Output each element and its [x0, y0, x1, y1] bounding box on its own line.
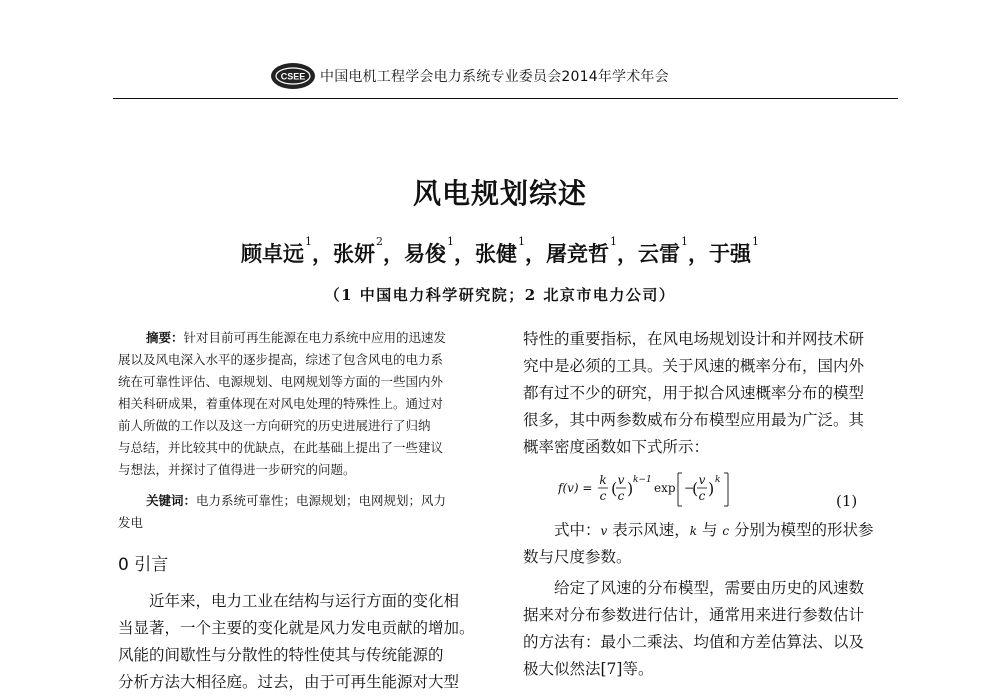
author-affil-marker: 1: [681, 235, 688, 248]
author-affil-marker: 1: [447, 235, 454, 248]
svg-text:k: k: [599, 473, 607, 487]
body-line: 极大似然法[7]等。: [523, 660, 654, 678]
author-separator: ，: [312, 241, 333, 266]
author-name: 屠竞哲: [546, 241, 609, 266]
paper-title: 风电规划综述: [412, 177, 587, 210]
body-line: 特性的重要指标，在风电场规划设计和并网技术研: [523, 330, 865, 348]
keywords-line: 发电: [118, 515, 144, 530]
svg-text:c: c: [599, 489, 607, 503]
svg-text:): ): [708, 479, 715, 498]
svg-text:c: c: [698, 489, 706, 503]
keywords-line: 关键词：电力系统可靠性；电源规划；电网规划；风力: [146, 493, 447, 508]
formula-lhs: f(v) =: [558, 481, 593, 495]
abstract-line: 前人所做的工作以及这一方向研究的历史进展进行了归纳: [118, 418, 431, 433]
svg-text:−: −: [684, 481, 695, 495]
svg-text:k: k: [715, 475, 721, 485]
body-line: 分析方法大相径庭。过去，由于可再生能源对大型: [118, 673, 460, 691]
author-list: [0, 235, 1000, 268]
header-rule: [113, 98, 898, 99]
body-line: 数与尺度参数。: [523, 548, 632, 566]
equation-number: (1): [836, 492, 858, 510]
csee-logo: [270, 62, 316, 90]
svg-text:v: v: [698, 473, 706, 487]
body-line: 的方法有：最小二乘法、均值和方差估算法、以及: [523, 633, 865, 651]
svg-text:c: c: [617, 489, 625, 503]
author-affil-marker: 2: [376, 235, 383, 248]
svg-text:): ): [627, 479, 634, 498]
abstract-line: 与想法，并探讨了值得进一步研究的问题。: [118, 462, 356, 477]
author-name: 张健: [475, 241, 517, 266]
svg-text:k−1: k−1: [633, 475, 652, 485]
author-affil-marker: 1: [518, 235, 525, 248]
body-line: 据来对分布参数进行估计，通常用来进行参数估计: [523, 606, 865, 624]
body-line: 给定了风速的分布模型，需要由历史的风速数: [554, 579, 865, 597]
svg-text:v: v: [617, 473, 625, 487]
author-name: 顾卓远: [241, 241, 304, 266]
author-name: 于强: [709, 241, 751, 266]
body-line: 概率密度函数如下式所示：: [523, 438, 710, 456]
body-line: 近年来，电力工业在结构与运行方面的变化相: [149, 592, 460, 610]
author-separator: ，: [454, 241, 475, 266]
author-separator: ，: [617, 241, 638, 266]
author-separator: ，: [525, 241, 546, 266]
body-line: 风能的间歇性与分散性的特性使其与传统能源的: [118, 646, 444, 664]
author-separator: ，: [688, 241, 709, 266]
author-name: 易俊: [404, 241, 446, 266]
affiliation: （1 中国电力科学研究院；2 北京市电力公司）: [324, 286, 676, 304]
author-name: 云雷: [638, 241, 680, 266]
body-line: 当显著，一个主要的变化就是风力发电贡献的增加。: [118, 619, 475, 637]
logo-text: CSEE: [280, 71, 306, 82]
weibull-formula: [558, 470, 758, 510]
author-name: 张妍: [333, 241, 375, 266]
section-heading: 0 引言: [118, 555, 169, 575]
svg-text:(: (: [611, 479, 618, 498]
conference-header: 中国电机工程学会电力系统专业委员会2014年学术年会: [320, 69, 669, 85]
author-affil-marker: 1: [752, 235, 759, 248]
body-line: 都有过不少的研究，用于拟合风速概率分布的模型: [523, 384, 865, 402]
abstract-line: 与总结，并比较其中的优缺点，在此基础上提出了一些建议: [118, 440, 444, 455]
body-line: 究中是必须的工具。关于风速的概率分布，国内外: [523, 357, 865, 375]
author-affil-marker: 1: [610, 235, 617, 248]
svg-text:exp: exp: [654, 481, 676, 495]
body-line: 式中：v 表示风速，k 与 c 分别为模型的形状参: [554, 521, 874, 539]
abstract-line: 统在可靠性评估、电源规划、电网规划等方面的一些国内外: [118, 374, 444, 389]
abstract-line: 摘要：针对目前可再生能源在电力系统中应用的迅速发: [146, 330, 447, 345]
abstract-line: 相关科研成果，着重体现在对风电处理的特殊性上。通过对: [118, 396, 444, 411]
author-separator: ，: [383, 241, 404, 266]
body-line: 很多，其中两参数威布分布模型应用最为广泛。其: [523, 411, 865, 429]
keywords-label: 关键词：: [146, 493, 197, 508]
abstract-label: 摘要：: [146, 330, 184, 345]
author-affil-marker: 1: [305, 235, 312, 248]
svg-text:(: (: [692, 479, 699, 498]
abstract-line: 展以及风电深入水平的逐步提高，综述了包含风电的电力系: [118, 352, 444, 367]
